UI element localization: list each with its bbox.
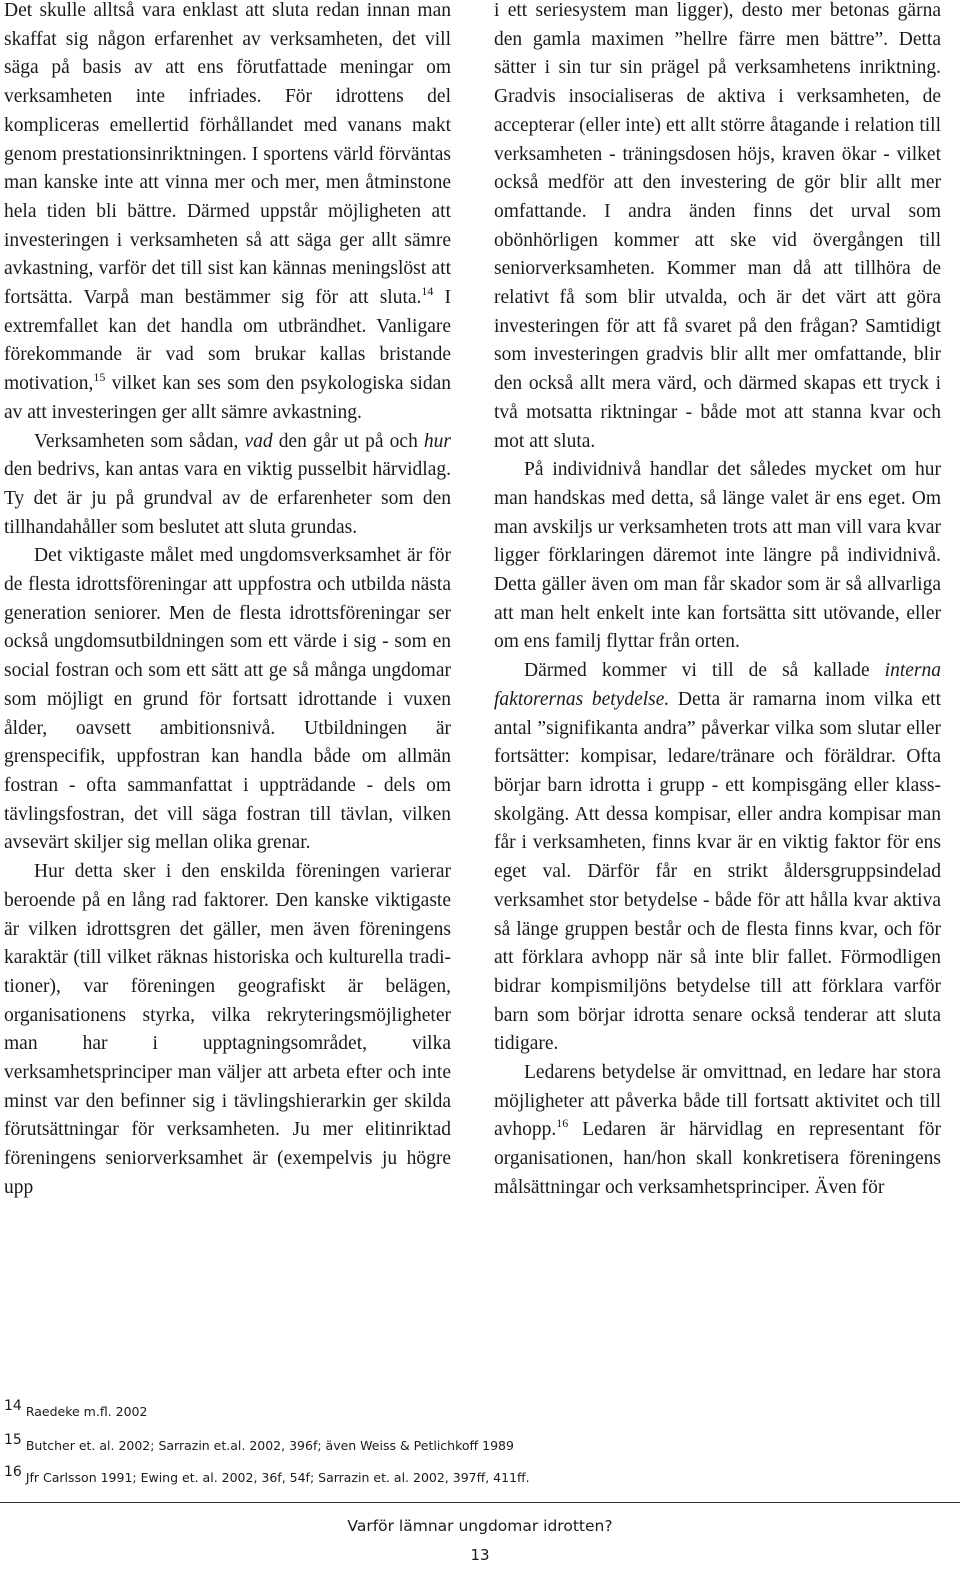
text-run: den går ut på och: [272, 430, 424, 452]
running-title-text: Varför lämnar ungdomar idrotten?: [347, 1517, 613, 1535]
footnote-text: Raedeke m.fl. 2002: [25, 1404, 148, 1419]
paragraph: i ett seriesystem man ligger), desto mer betonas gärna den gamla maximen ”hellre färre men bättre”. Detta sätter i sin tur sin prägel på verksamhetens inriktning. Gradvis insocialiseras de aktiva i verksamheten, de accepterar (eller inte) ett allt större åtagande i relation till verksamheten - träningsdosen höjs, kraven ökar - vilket också medför att den investering de gör blir allt mer omfattande. I andra änden finns det urval som obönhörligen kommer att ske vid övergången till seniorverksamheten. Kommer man då att tillhöra de relativt få som blir utvalda, och är det värt att göra investeringen för att få svaret på den frågan? Samtidigt som investeringen gradvis blir allt mer omfattande, blir den också allt mera värd, och därmed skapas ett tryck i två motsatta riktningar - både mot att stanna kvar och mot att sluta.: [494, 0, 941, 452]
right-text-column: [494, 0, 941, 1203]
paragraph: [4, 0, 451, 428]
footnote-ref-16[interactable]: 16: [556, 1115, 569, 1130]
footnote-text: Jfr Carlsson 1991; Ewing et. al. 2002, 36f, 54f; Sarrazin et. al. 2002, 397ff, 411ff.: [25, 1470, 530, 1485]
text-run: Det skulle alltså vara enklast att sluta redan innan man skaffat sig någon erfarenhet av verksamheten, det vill säga på basis av att ens förutfattade meningar om verksamheten inte infriades. För idrottens del kompliceras emellertid förhållandet med vanans makt genom prestationsinriktningen. I sportens värld förväntas man kanske inte att vinna mer och mer, men åtminstone hela tiden bli bättre. Därmed uppstår möjligheten att investeringen i verksamheten så att säga ger allt sämre avkastning, varför det till sist kan kännas meningslöst att fortsätta. Varpå man bestämmer sig för att sluta.: [4, 0, 451, 309]
left-text-column: [4, 0, 451, 1203]
text-run: vilket kan ses som den psykologiska sidan av att investeringen ger allt sämre avkastning.: [4, 373, 451, 423]
footnote-number: 16: [4, 1464, 22, 1480]
paragraph: Hur detta sker i den enskilda föreningen varierar beroende på en lång rad faktorer. Den kanske viktigaste är vilken idrottsgren det gäller, men även föreningens karaktär (till vilket räknas historiska och kulturella traditioner), var föreningen geografiskt är belägen, organisationens styrka, vilka rekryteringsmöjligheter man har i upptagningsområdet, vilka verksamhetsprinciper man väljer att arbeta efter och inte minst var den befinner sig i tävlingshierarkin ger skilda förutsättningar för verksamheten. Ju mer elitinriktad föreningens seniorverksamhet är (exempelvis ju högre upp: [4, 861, 451, 1198]
emphasis: interna faktorernas betydelse.: [494, 660, 941, 710]
running-title: [0, 1517, 960, 1535]
footnote-ref-15[interactable]: 15: [93, 369, 106, 384]
paragraph: [494, 1059, 941, 1203]
paragraph: Det viktigaste målet med ungdomsverksamhet är för de flesta idrottsföreningar att uppfostra och utbilda nästa generation seniorer. Men de flesta idrottsföreningar ser också ungdomsutbildningen som ett värde i sig - som en social fostran och som ett sätt att ge så många ungdomar som möjligt en grund för fortsatt idrottande i vuxen ålder, oavsett ambitionsnivå. Utbildningen är grenspecifik, uppfostran kan handla både om allmän fostran - ofta sammanfattat i uppträdande - dels om tävlingsfostran, det vill säga fostran till tävlan, vilken avsevärt skiljer sig mellan olika grenar.: [4, 545, 451, 854]
footnote-15: [4, 1432, 514, 1454]
text-run: Verksamheten som sådan,: [34, 430, 245, 452]
paragraph: På individnivå handlar det således mycket om hur man handskas med detta, så länge valet är ens eget. Om man avskiljs ur verksamheten trots att man vill vara kvar ligger förklaringen däremot inte längre på individnivå. Detta gäller även om man får skador som är så allvarliga att man helt enkelt inte kan fortsätta sitt utövande, eller om ens familj flyttar från orten.: [494, 459, 941, 653]
paragraph: [4, 428, 451, 543]
text-run: Ledaren är härvidlag en representant för organisationen, han/hon skall konkretisera föreningens målsättningar och verksamhetsprinciper. Även för: [494, 1119, 941, 1198]
text-run: Därmed kommer vi till de så kallade: [524, 660, 885, 682]
footnote-text: Butcher et. al. 2002; Sarrazin et.al. 2002, 396f; även Weiss & Petlichkoff 1989: [25, 1438, 514, 1453]
footnote-16: [4, 1464, 530, 1486]
footnote-14: [4, 1398, 148, 1420]
page-number: 13: [470, 1546, 490, 1564]
emphasis: hur: [423, 430, 451, 452]
footnote-ref-14[interactable]: 14: [421, 283, 434, 298]
footnote-number: 14: [4, 1398, 22, 1414]
text-run: I extremfallet kan det handla om utbrändhet. Vanligare förekommande är vad som brukar kallas bristande motivation,: [4, 287, 451, 395]
text-run: Detta är ramarna inom vilka ett antal ”signifikanta andra” påverkar vilka som slutar eller fortsätter: kompisar, ledare/tränare och föräldrar. Ofta börjar barn idrotta i grupp - ett kompisgäng eller klassskolgäng. Att dessa kompisar, eller andra kompisar man får i verksamheten, finns kvar är en viktig faktor för ens eget val. Därför får en strikt åldersgruppsindelad verksamhet stor betydelse - både för att hålla kvar aktiva så länge gruppen består och de flesta finns kvar, och för att förklara avhopp när så inte blir fallet. Förmodligen bidrar kompismiljöns betydelse till att förklara varför barn som börjar idrotta senare också tenderar att sluta tidigare.: [494, 688, 941, 1055]
footnote-number: 15: [4, 1432, 22, 1448]
paragraph: [494, 657, 941, 1059]
text-run: den bedrivs, kan antas vara en viktig pusselbit härvidlag. Ty det är ju på grundval av de erfarenheter som den tillhandahåller som beslutet att sluta grundas.: [4, 459, 451, 538]
emphasis: vad: [244, 430, 273, 452]
footer-rule: [0, 1502, 960, 1503]
text-run: Ledarens betydelse är omvittnad, en ledare har stora möjligheter att påverka både till fortsatt aktivitet och till avhopp.: [494, 1062, 941, 1141]
